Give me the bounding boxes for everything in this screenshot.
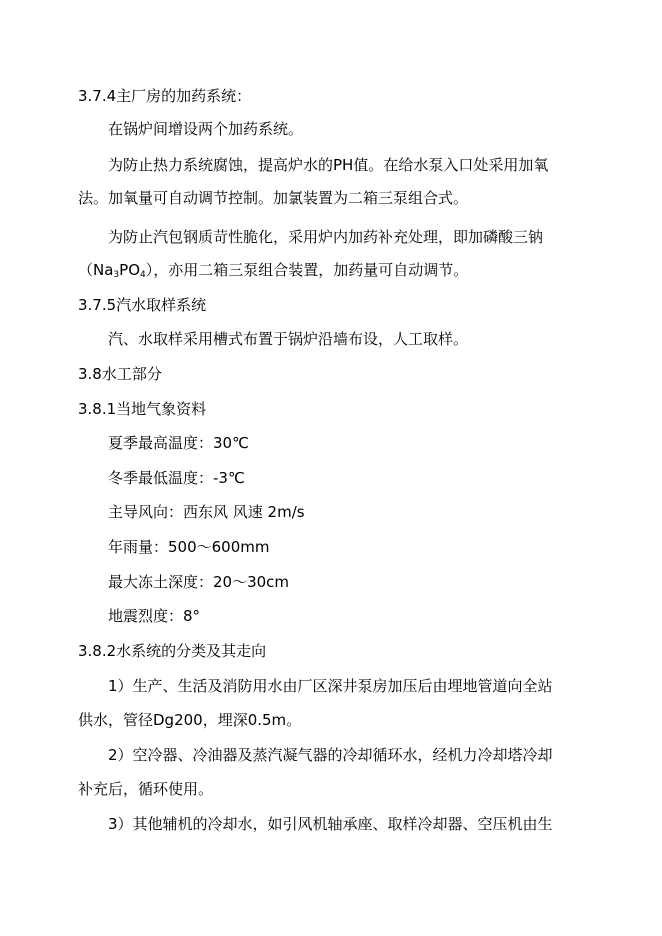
weather-item: 主导风向：西东风 风速 2m/s [108, 503, 305, 521]
paragraph-line: 1）生产、生活及消防用水由厂区深井泵房加压后由埋地管道向全站 [108, 677, 553, 695]
paragraph-line: 供水，管径Dg200，埋深0.5m。 [78, 711, 302, 729]
weather-item: 最大冻土深度：20～30cm [108, 573, 290, 591]
formula-open: （Na [78, 261, 114, 279]
paragraph-line: 补充后，循环使用。 [78, 780, 214, 798]
weather-item: 夏季最高温度：30℃ [108, 434, 249, 452]
formula-sub-4: 4 [140, 270, 146, 280]
paragraph-line: 汽、水取样采用槽式布置于锅炉沿墙布设，人工取样。 [108, 330, 469, 348]
heading-3-8: 3.8水工部分 [78, 365, 162, 383]
formula-po: PO [119, 261, 141, 279]
formula-sub-3: 3 [113, 270, 120, 280]
weather-item: 年雨量：500～600mm [108, 538, 270, 556]
paragraph-line: 法。加氧量可自动调节控制。加氯装置为二箱三泵组合式。 [78, 189, 469, 207]
weather-item: 地震烈度：8° [108, 607, 201, 625]
paragraph-line: 3）其他辅机的冷却水，如引风机轴承座、取样冷却器、空压机由生 [108, 815, 553, 833]
paragraph-line-formula [78, 260, 468, 280]
paragraph-line: 为防止热力系统腐蚀，提高炉水的PH值。在给水泵入口处采用加氧 [108, 156, 549, 174]
paragraph-line: 在锅炉间增设两个加药系统。 [108, 120, 304, 138]
weather-item: 冬季最低温度：-3℃ [108, 469, 245, 487]
paragraph-line: 2）空冷器、冷油器及蒸汽凝气器的冷却循环水，经机力冷却塔冷却 [108, 746, 553, 764]
heading-3-8-1: 3.8.1当地气象资料 [78, 400, 207, 418]
heading-3-7-5: 3.7.5汽水取样系统 [78, 296, 207, 314]
heading-3-8-2: 3.8.2水系统的分类及其走向 [78, 642, 267, 660]
heading-3-7-4: 3.7.4主厂房的加药系统： [78, 87, 252, 105]
formula-rest: ），亦用二箱三泵组合装置，加药量可自动调节。 [145, 261, 469, 279]
paragraph-line: 为防止汽包钢质苛性脆化，采用炉内加药补充处理，即加磷酸三钠 [108, 228, 544, 246]
